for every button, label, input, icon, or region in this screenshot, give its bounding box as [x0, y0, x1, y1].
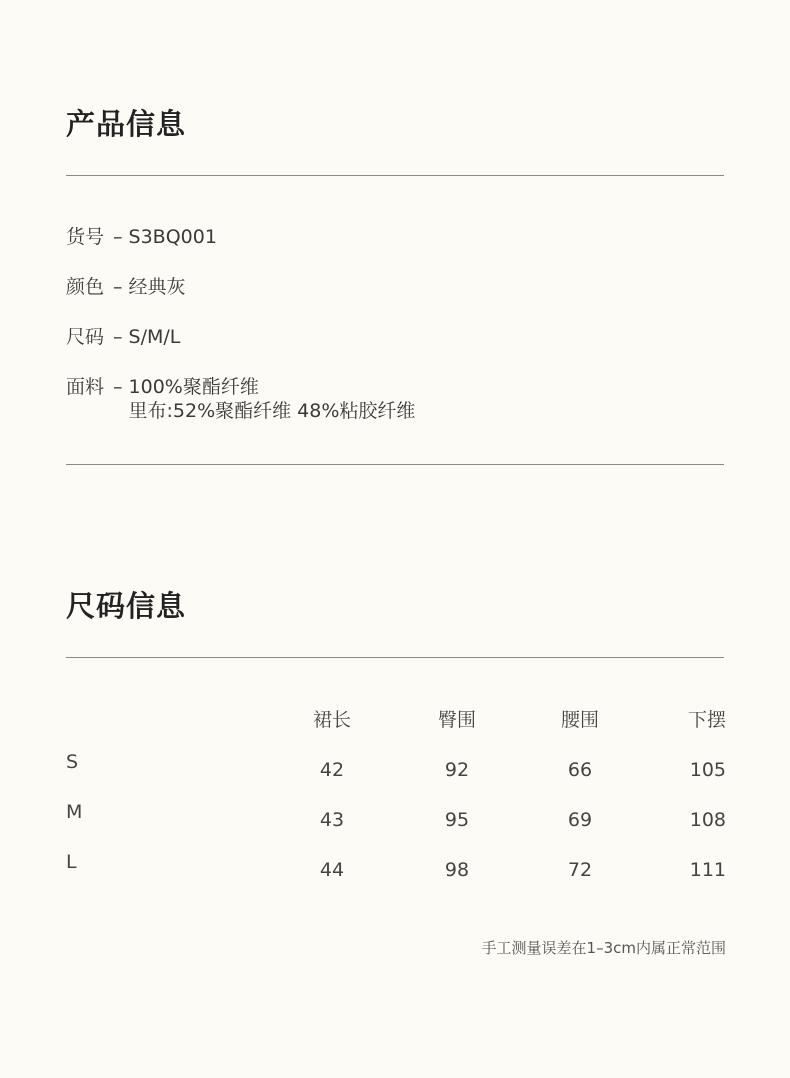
cell-length: 43 [319, 809, 345, 831]
table-row [66, 801, 726, 855]
col-header-waist: 腰围 [560, 709, 599, 731]
fabric-label: 面料 [66, 376, 105, 398]
table-row [66, 751, 726, 805]
cell-hem: 111 [689, 859, 726, 881]
cell-hip: 92 [444, 759, 470, 781]
info-row-size [66, 325, 180, 349]
cell-hip: 95 [444, 809, 470, 831]
row-size-label: M [66, 801, 83, 823]
info-row-color [66, 275, 186, 299]
size-table-header [66, 705, 726, 755]
color-label: 颜色 [66, 276, 105, 298]
size-label: 尺码 [66, 326, 105, 348]
product-info-title: 产品信息 [66, 107, 187, 141]
col-header-length: 裙长 [312, 709, 351, 731]
size-info-title: 尺码信息 [66, 589, 187, 623]
cell-length: 42 [319, 759, 345, 781]
divider-size [66, 657, 724, 658]
cell-waist: 69 [567, 809, 593, 831]
size-value: S/M/L [128, 326, 181, 348]
color-value: 经典灰 [128, 276, 186, 298]
col-header-hip: 臀围 [437, 709, 476, 731]
sku-separator: – [113, 226, 123, 248]
fabric-separator: – [113, 376, 123, 398]
measurement-note: 手工测量误差在1–3cm内属正常范围 [481, 939, 726, 957]
cell-waist: 72 [567, 859, 593, 881]
table-row [66, 851, 726, 905]
fabric-value-line-1: 100%聚酯纤维 [128, 376, 259, 398]
info-row-sku [66, 225, 217, 249]
color-separator: – [113, 276, 123, 298]
divider-top [66, 175, 724, 176]
size-table [66, 705, 726, 905]
col-header-hem: 下摆 [687, 709, 726, 731]
divider-product-end [66, 464, 724, 465]
info-row-fabric [66, 375, 415, 423]
sku-label: 货号 [66, 226, 105, 248]
size-separator: – [113, 326, 123, 348]
row-size-label: S [66, 751, 79, 773]
sku-value: S3BQ001 [128, 226, 217, 248]
cell-hip: 98 [444, 859, 470, 881]
cell-hem: 105 [689, 759, 726, 781]
cell-hem: 108 [689, 809, 726, 831]
row-size-label: L [66, 851, 77, 873]
cell-waist: 66 [567, 759, 593, 781]
fabric-value-line-2: 里布:52%聚酯纤维 48%粘胶纤维 [128, 400, 416, 422]
cell-length: 44 [319, 859, 345, 881]
